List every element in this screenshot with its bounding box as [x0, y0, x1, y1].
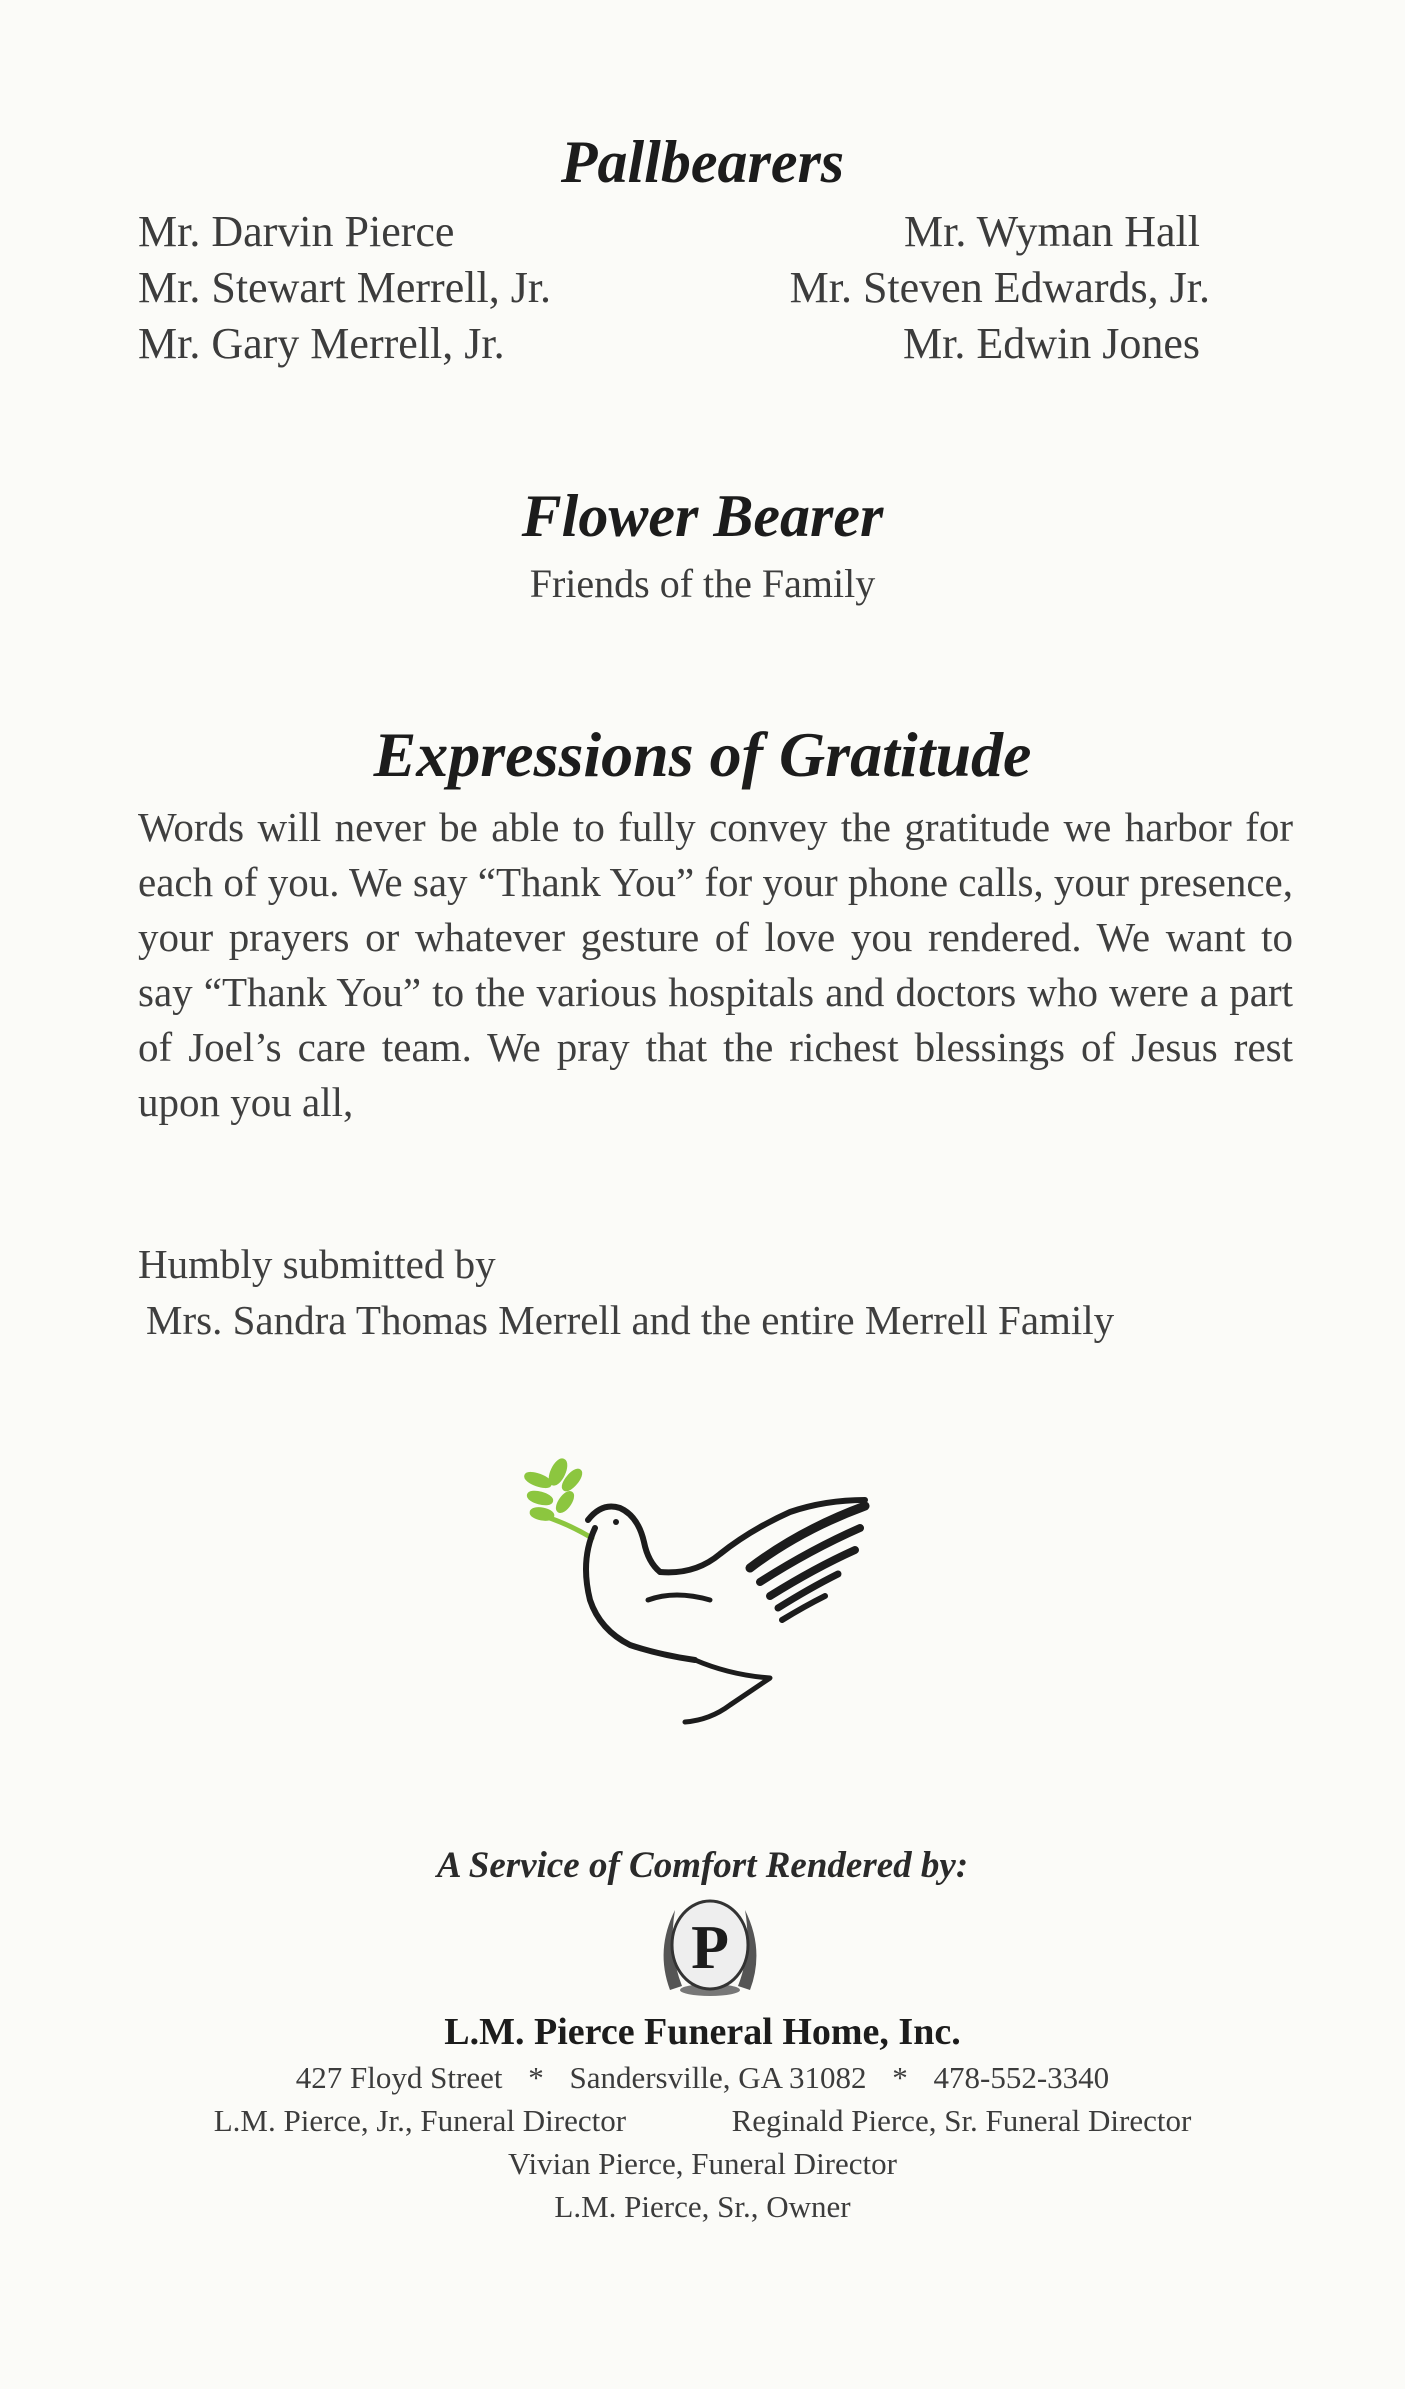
gratitude-body: Words will never be able to fully convey the gratitude we harbor for each of you. We say “Thank You” for your phone calls, your presence, your prayers or whatever gesture of love you rendered. We want to say “Thank You” to the various hospitals and doctors who were a part of Joel’s care team. We pray that the richest blessings of Jesus rest upon you all, [138, 804, 1293, 1125]
company-name: L.M. Pierce Funeral Home, Inc. [444, 2011, 961, 2053]
pallbearer-left-1: Mr. Darvin Pierce [138, 207, 455, 256]
separator-2: * [892, 2060, 908, 2095]
address-street: 427 Floyd Street [295, 2060, 503, 2095]
pallbearer-left-3: Mr. Gary Merrell, Jr. [138, 319, 505, 368]
director-3: Vivian Pierce, Funeral Director [508, 2146, 897, 2181]
submitted-by: Mrs. Sandra Thomas Merrell and the entire Merrell Family [146, 1297, 1115, 1343]
address-phone: 478-552-3340 [933, 2060, 1110, 2095]
pallbearer-right-1: Mr. Wyman Hall [904, 207, 1200, 256]
owner-line: L.M. Pierce, Sr., Owner [554, 2189, 851, 2224]
gratitude-title: Expressions of Gratitude [373, 719, 1032, 790]
funeral-home-logo-icon [650, 1890, 770, 2005]
pallbearer-left-2: Mr. Stewart Merrell, Jr. [138, 263, 552, 312]
logo-letter: P [691, 1914, 729, 1982]
directors-line [0, 2103, 1405, 2139]
address-line [0, 2060, 1405, 2096]
service-line: A Service of Comfort Rendered by: [436, 1845, 969, 1886]
director-2: Reginald Pierce, Sr. Funeral Director [731, 2103, 1192, 2138]
pallbearers-title: Pallbearers [560, 129, 845, 195]
submitted-label: Humbly submitted by [138, 1241, 496, 1287]
pallbearer-right-2: Mr. Steven Edwards, Jr. [789, 263, 1210, 312]
dove-with-olive-branch-icon [520, 1450, 900, 1750]
flower-bearer-text: Friends of the Family [529, 561, 876, 606]
director-1: L.M. Pierce, Jr., Funeral Director [213, 2103, 627, 2138]
pallbearer-right-3: Mr. Edwin Jones [903, 319, 1200, 368]
flower-bearer-title: Flower Bearer [521, 483, 884, 549]
separator-1: * [528, 2060, 544, 2095]
address-city: Sandersville, GA 31082 [569, 2060, 867, 2095]
